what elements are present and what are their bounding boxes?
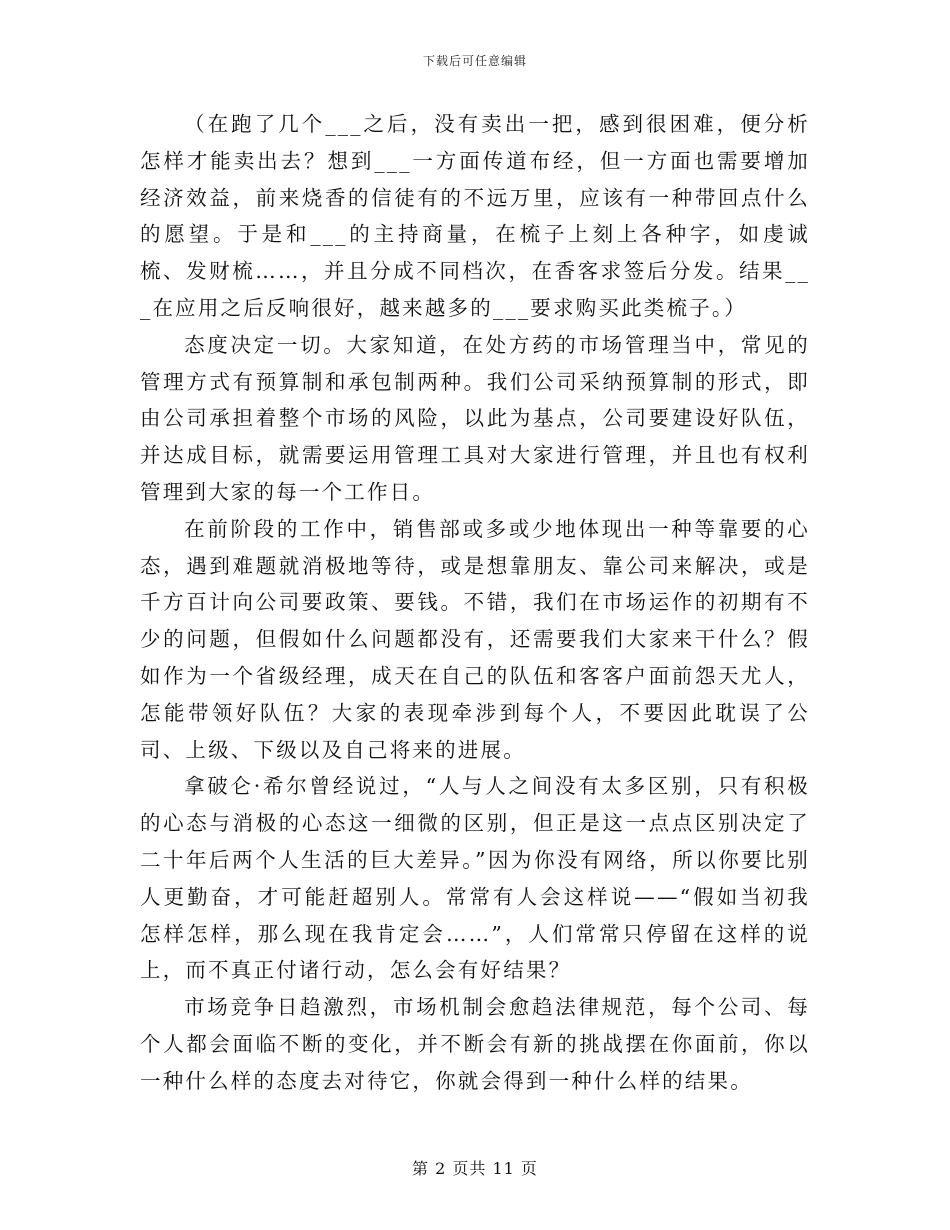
- paragraph-1: （在跑了几个___之后，没有卖出一把，感到很困难，便分析怎样才能卖出去？想到___一方面传道布经，但一方面也需要增加经济效益，前来烧香的信徒有的不远万里，应该有一种带回点什么的愿望。于是和___的主持商量，在梳子上刻上各种字，如虔诚梳、发财梳……，并且分成不同档次，在香客求签后分发。结果___在应用之后反响很好，越来越多的___要求购买此类梳子。）: [140, 112, 810, 320]
- paragraph-4: 拿破仑·希尔曾经说过，“人与人之间没有太多区别，只有积极的心态与消极的心态这一细微的区别，但正是这一点点区别决定了二十年后两个人生活的巨大差异。”因为你没有网络，所以你要比别人更勤奋，才可能赶超别人。常常有人会这样说——“假如当初我怎样怎样，那么现在我肯定会……”，人们常常只停留在这样的说上，而不真正付诸行动，怎么会有好结果？: [140, 774, 810, 983]
- page-footer: 第 2 页共 11 页: [412, 1159, 538, 1178]
- paragraph-5: 市场竞争日趋激烈，市场机制会愈趋法律规范，每个公司、每个人都会面临不断的变化，并不断会有新的挑战摆在你面前，你以一种什么样的态度去对待它，你就会得到一种什么样的结果。: [140, 995, 810, 1093]
- paragraph-2: 态度决定一切。大家知道，在处方药的市场管理当中，常见的管理方式有预算制和承包制两种。我们公司采纳预算制的形式，即由公司承担着整个市场的风险，以此为基点，公司要建设好队伍，并达成目标，就需要运用管理工具对大家进行管理，并且也有权利管理到大家的每一个工作日。: [140, 332, 810, 504]
- document-body: [140, 106, 810, 1100]
- paragraph-3: 在前阶段的工作中，销售部或多或少地体现出一种等靠要的心态，遇到难题就消极地等待，或是想靠朋友、靠公司来解决，或是千方百计向公司要政策、要钱。不错，我们在市场运作的初期有不少的问题，但假如什么问题都没有，还需要我们大家来干什么？假如作为一个省级经理，成天在自己的队伍和客客户面前怨天尤人，怎能带领好队伍？大家的表现牵涉到每个人，不要因此耽误了公司、上级、下级以及自己将来的进展。: [140, 516, 810, 762]
- page-header: 下载后可任意编辑: [422, 54, 527, 68]
